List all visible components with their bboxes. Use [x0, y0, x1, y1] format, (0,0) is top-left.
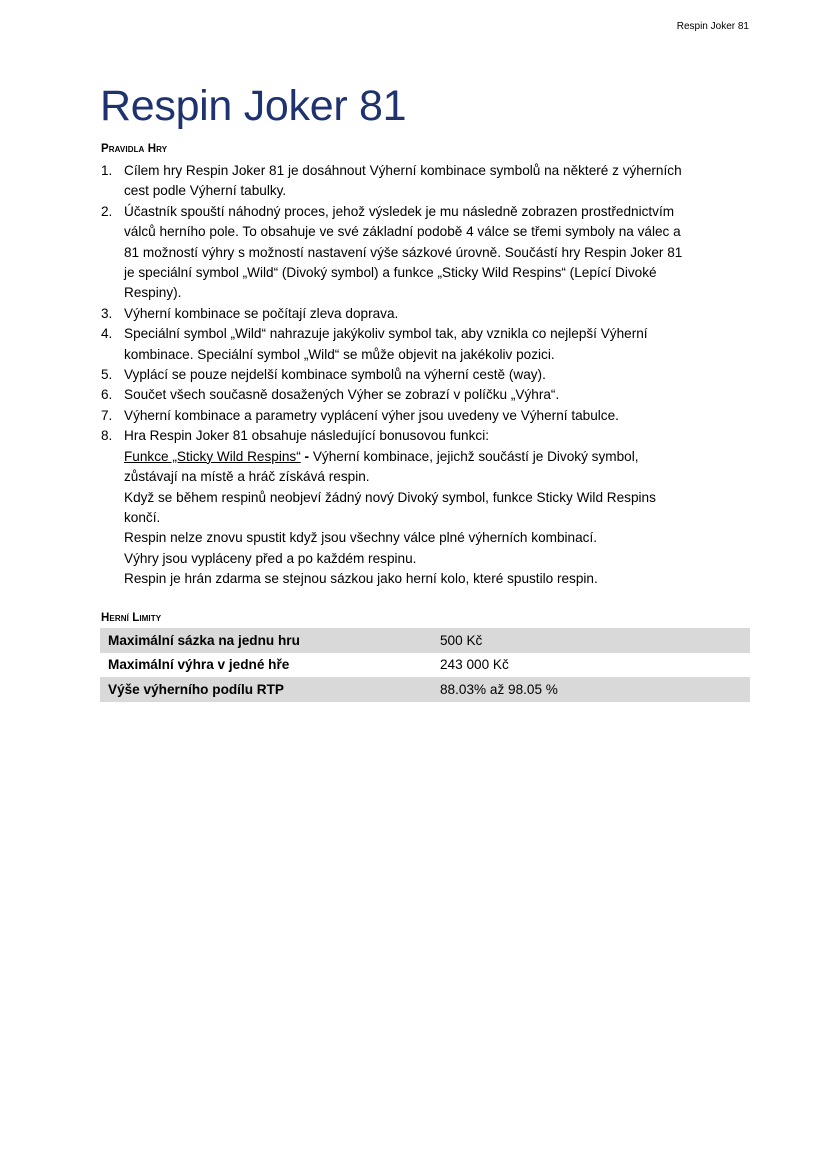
- limit-label: Maximální sázka na jednu hru: [100, 628, 432, 653]
- feature-dash: -: [300, 448, 313, 464]
- rule-text: Vyplácí se pouze nejdelší kombinace symbolů na výherní cestě (way).: [124, 367, 546, 383]
- rule-number: 5.: [101, 367, 113, 383]
- rule-text: Speciální symbol „Wild“ nahrazuje jakýkoliv symbol tak, aby vznikla co nejlepší Výherní: [124, 326, 648, 342]
- limits-heading: Herní Limity: [101, 612, 162, 624]
- rule-text: kombinace. Speciální symbol „Wild“ se může objevit na jakékoliv pozici.: [124, 346, 555, 362]
- rule-text: Respin je hrán zdarma se stejnou sázkou jako herní kolo, které spustilo respin.: [124, 571, 598, 587]
- rule-text: Výherní kombinace se počítají zleva doprava.: [124, 305, 399, 321]
- limits-table: [100, 628, 750, 702]
- table-row: [100, 677, 750, 702]
- rules-heading: Pravidla Hry: [101, 143, 168, 155]
- feature-name: Funkce „Sticky Wild Respins“: [124, 448, 301, 464]
- rule-text: je speciální symbol „Wild“ (Divoký symbol) a funkce „Sticky Wild Respins“ (Lepící Divoké: [124, 265, 657, 281]
- running-header: Respin Joker 81: [676, 21, 749, 32]
- table-row: [100, 653, 750, 678]
- rule-item: [100, 406, 760, 426]
- rule-text: Účastník spouští náhodný proces, jehož výsledek je mu následně zobrazen prostřednictvím: [124, 203, 675, 219]
- rule-text: 81 možností výhry s možností nastavení výše sázkové úrovně. Součástí hry Respin Joker 81: [124, 244, 683, 260]
- limit-value: 243 000 Kč: [440, 657, 509, 673]
- rule-text: Součet všech současně dosažených Výher se zobrazí v políčku „Výhra“.: [124, 387, 560, 403]
- rule-number: 1.: [101, 163, 113, 178]
- limit-value: 88.03% až 98.05 %: [432, 677, 750, 702]
- rule-text: válců herního pole. To obsahuje ve své základní podobě 4 válce se třemi symboly na válec a: [124, 224, 681, 240]
- feature-desc: Výherní kombinace, jejichž součástí je Divoký symbol,: [312, 448, 639, 464]
- rule-text: Výherní kombinace a parametry vyplácení výher jsou uvedeny ve Výherní tabulce.: [124, 407, 619, 423]
- rule-item: [100, 324, 760, 365]
- rule-text: Respiny).: [124, 285, 182, 301]
- rule-text: cest podle Výherní tabulky.: [124, 183, 287, 199]
- rule-item: [100, 304, 760, 324]
- rules-list: [100, 161, 760, 590]
- rule-number: 7.: [101, 407, 113, 423]
- rule-text: zůstávají na místě a hráč získává respin.: [124, 469, 370, 485]
- table-row: [100, 628, 750, 653]
- rule-item: [100, 426, 760, 589]
- rule-number: 3.: [101, 305, 113, 321]
- rule-text: Výhry jsou vypláceny před a po každém respinu.: [124, 550, 417, 566]
- limit-label: Maximální výhra v jedné hře: [108, 657, 290, 673]
- limit-value: 500 Kč: [432, 628, 750, 653]
- rule-number: 2.: [101, 203, 113, 219]
- page-title: Respin Joker 81: [100, 82, 407, 130]
- rule-text: končí.: [124, 509, 161, 525]
- rule-item: [100, 365, 760, 385]
- rule-text: Cílem hry Respin Joker 81 je dosáhnout Výherní kombinace symbolů na některé z výherních: [124, 163, 682, 178]
- rule-number: 4.: [101, 326, 113, 342]
- rule-item: [100, 161, 760, 202]
- rule-text: Hra Respin Joker 81 obsahuje následující bonusovou funkci:: [124, 428, 489, 444]
- rule-item: [100, 202, 760, 304]
- rule-number: 6.: [101, 387, 113, 403]
- rule-text: Respin nelze znovu spustit když jsou všechny válce plné výherních kombinací.: [124, 530, 598, 546]
- limit-label: Výše výherního podílu RTP: [100, 677, 432, 702]
- rule-number: 8.: [101, 428, 113, 444]
- rule-item: [100, 385, 760, 405]
- rule-text: Když se během respinů neobjeví žádný nový Divoký symbol, funkce Sticky Wild Respins: [124, 489, 656, 505]
